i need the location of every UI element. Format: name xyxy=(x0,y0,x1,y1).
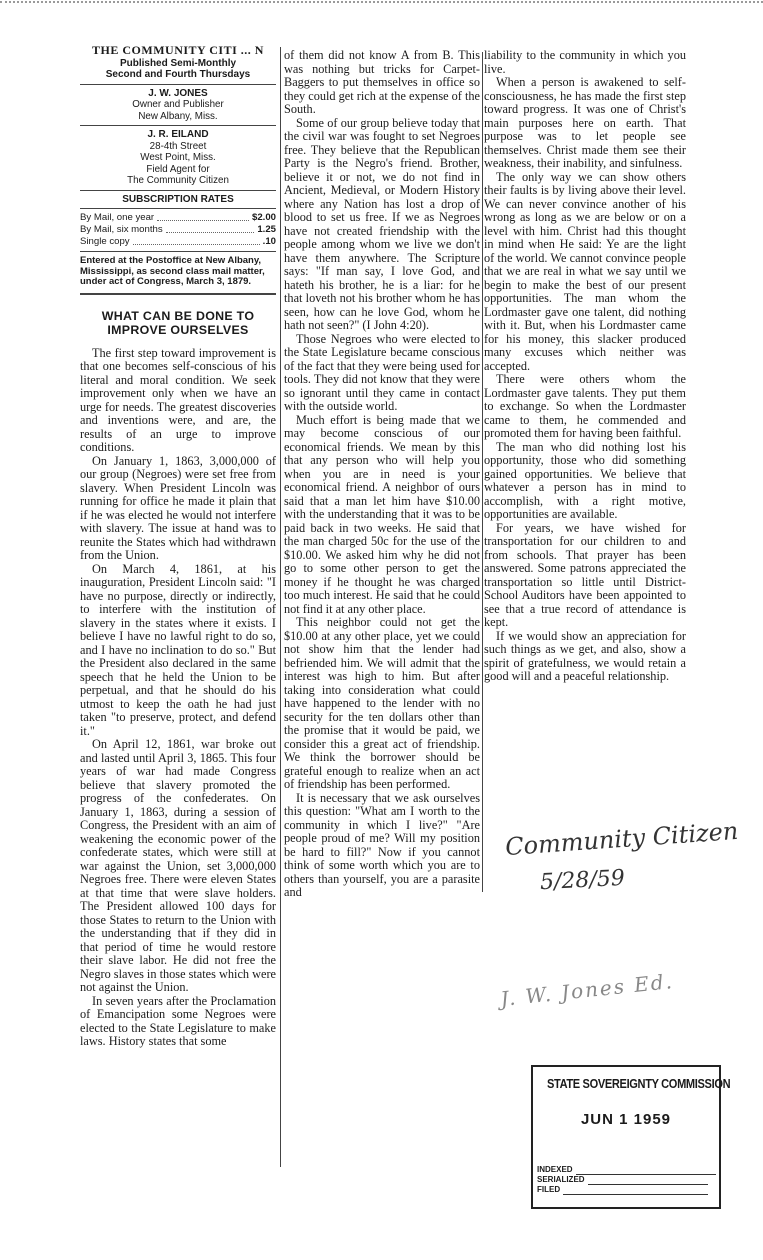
article-paragraph: On March 4, 1861, at his inauguration, President Lincoln said: "I have no purpose, directly or indirectly, to interfere with the institution of slavery in the states where it exists. I believe I have no lawful right to do so, and I have no inclination to do so." But the President also declared in the same speech that he held the Union to be perpetual, and that he should do his utmost to keep the oath he had just taken "to preserve, protect, and defend it." xyxy=(80,561,276,738)
postal-entry-notice: Entered at the Postoffice at New Albany, Mississippi, as second class mail matter, under act of Congress, March 3, 1879. xyxy=(80,255,265,287)
stamp-line-indexed: INDEXED xyxy=(537,1165,716,1175)
subscription-rates xyxy=(80,212,276,248)
rate-label: By Mail, six months xyxy=(80,224,163,235)
agent-role: Field Agent for xyxy=(146,163,210,175)
stamp-date: JUN 1 1959 xyxy=(580,1111,672,1128)
article-paragraph: For years, we have wished for transportation for our children to and from schools. That prayer has been answered. Some patrons appreciated the transportation so little until District-School Auditors have been appointed to see that a true record of attendance is kept. xyxy=(484,520,686,629)
masthead xyxy=(80,44,276,209)
article-paragraph: The first step toward improvement is that one becomes self-conscious of his literal and moral condition. We seek improvement only when we have an urge for needs. The greatest discoveries and inventions were, and are, the results of an urge to improve conditions. xyxy=(80,345,276,454)
column-1 xyxy=(80,44,276,1049)
masthead-divider xyxy=(80,251,276,252)
handwritten-paper-name: Community Citizen xyxy=(504,816,740,862)
article-column-1-body xyxy=(80,347,276,1049)
masthead-bottom-rule xyxy=(80,293,276,295)
article-paragraph: Much effort is being made that we may become conscious of our economical friends. We mean by this that any person who will help you when you are in need is your economical friend. A neighbor of ours said that a man let him have $10.00 with the understanding that it was to be paid back in two weeks. He said that the man charged 50c for the use of the $10.00. We asked him why he did not go to some other person to get the money if he thought he was charged too much interest. He said that he could not find it at any other place. xyxy=(284,412,480,616)
article-paragraph: The man who did nothing lost his opportunity, those who did something gained opportunities. We believe that whatever a person has in mind to accomplish, with a right motive, opportunities are available. xyxy=(484,439,686,521)
commission-stamp xyxy=(531,1065,731,1209)
rate-row xyxy=(80,212,276,224)
rate-label: Single copy xyxy=(80,236,130,247)
article-paragraph: There were others whom the Lordmaster gave talents. They put them to exchange. So when the Lordmaster came to them, he commended and promoted them for having been faithful. xyxy=(484,372,686,440)
rates-heading: SUBSCRIPTION RATES xyxy=(122,193,234,205)
agent-street: 28-4th Street xyxy=(149,140,207,152)
article-paragraph: The only way we can show others their faults is by living above their level. We can never convince another of his wrong as long as we are below or on a level with him. Christ had this thought in mind when He said: Ye are the light of the world. We cannot convince people that we are real in what we say until we begin to make the best of our present opportunities. The man whom the Lordmaster gave one talent, did nothing with it. But, when his Lordmaster came for his money, this slacker produced many excuses which neither was accepted. xyxy=(484,169,686,373)
perforation-line xyxy=(0,1,763,3)
article-paragraph: In seven years after the Proclamation of Emancipation some Negroes were elected to the State Legislature to make laws. History states that some xyxy=(80,993,276,1048)
agent-paper: The Community Citizen xyxy=(127,175,229,186)
agent-city: West Point, Miss. xyxy=(140,152,216,163)
article-paragraph: of them did not know A from B. This was nothing but tricks for Carpet-Baggers to put themselves in office so they could get rich at the expense of the South. xyxy=(284,48,480,116)
article-paragraph: It is necessary that we ask ourselves this question: "What am I worth to the community in which I live?" "Are people proud of me? Will my position be hard to fill?" Now if you cannot think of some worth which you are to others than yourself, you are a parasite and xyxy=(284,790,480,899)
article-paragraph: Those Negroes who were elected to the State Legislature became conscious of the fact that they were being used for tools. They did not know that they were so ignorant until they came in contact with the outside world. xyxy=(284,331,480,413)
owner-name: J. W. JONES xyxy=(148,87,208,99)
masthead-divider xyxy=(80,208,276,209)
article-paragraph: Some of our group believe today that the civil war was fought to set Negroes free. They believe that the Republican Party is the Negro's friend. Brother, believe it or not, we do not find in Ancient, Medieval, or Modern History where any Nation has lost a drop of blood to set us free. If we as Negroes have not created friendship with the people among whom we live we don't have them anywhere. The Scripture says: "If man say, I love God, and hateth his brother, he is a liar: for he that loveth not his brother whom he has seen, how can he love God, whom he hath not seen?" (I John 4:20). xyxy=(284,115,480,332)
article-paragraph: If we would show an appreciation for such things as we get, and also, show a spirit of gratefulness, we would retain a good will and a peaceful relationship. xyxy=(484,628,686,683)
faint-signature: J. W. Jones Ed. xyxy=(499,968,675,1012)
masthead-title: THE COMMUNITY CITI ... N xyxy=(92,43,264,57)
rate-price: $2.00 xyxy=(251,212,276,223)
masthead-schedule: Second and Fourth Thursdays xyxy=(105,69,251,80)
stamp-title: STATE SOVEREIGNTY COMMISSION xyxy=(546,1076,731,1091)
article-column-3-body xyxy=(484,49,686,684)
rate-label: By Mail, one year xyxy=(80,212,155,223)
article-paragraph: On April 12, 1861, war broke out and lasted until April 3, 1865. This four years of war had made Congress believe that slavery promoted the progress of the confederates. On January 1, 1863, during a session of Congress, the President with an aim of weakening the economic power of the confederate states, which were still at war against the Union, set 3,000,000 Negroes free. There were eleven States at that time that were slave holders. The President allowed 100 days for those States to return to the Union with the understanding that if they did in that period of time he would restore their slave labor. He did not free the Negro slaves in those states which were not against the Union. xyxy=(80,737,277,994)
stamp-lines xyxy=(537,1165,716,1195)
owner-city: New Albany, Miss. xyxy=(138,110,218,122)
rate-price: 1.25 xyxy=(257,224,276,235)
column-divider xyxy=(280,47,281,1167)
article-headline: WHAT CAN BE DONE TO IMPROVE OURSELVES xyxy=(101,308,255,337)
article-paragraph: liability to the community in which you live. xyxy=(484,48,686,76)
rate-row xyxy=(80,224,276,236)
masthead-divider xyxy=(80,84,276,85)
handwritten-date: 5/28/59 xyxy=(539,865,626,896)
article-paragraph: When a person is awakened to self-consciousness, he has made the first step toward progress. It was one of Christ's main purposes here on earth. That purpose was to let people see themselves. Christ made them see their weakness, their inability, and sinfulness. xyxy=(484,75,686,170)
stamp-line-serialized: SERIALIZED xyxy=(537,1175,716,1185)
stamp-line-filed: FILED xyxy=(537,1185,716,1195)
article-column-2-body xyxy=(284,49,480,900)
rate-price: .10 xyxy=(262,236,276,247)
owner-role: Owner and Publisher xyxy=(132,99,224,110)
masthead-published: Published Semi-Monthly xyxy=(119,57,237,69)
column-divider xyxy=(482,52,483,892)
masthead-divider xyxy=(80,125,276,126)
agent-name: J. R. EILAND xyxy=(147,129,209,140)
article-paragraph: This neighbor could not get the $10.00 at any other place, yet we could not show him that the lender had befriended him. We will admit that the interest was high to him. But after taking into consideration what could have happened to the lender with no security for the ten dollars other than the promise that it would be paid, we consider this a great act of friendship. We think the borrower should be grateful enough to realize when an act of friendship has been performed. xyxy=(284,615,480,791)
rate-row xyxy=(80,236,276,248)
masthead-divider xyxy=(80,190,276,191)
article-paragraph: On January 1, 1863, 3,000,000 of our group (Negroes) were set free from slavery. When President Lincoln was running for office he made it plain that if he was elected he would not interfere with slavery. The issue at hand was to reunite the States which had withdrawn from the Union. xyxy=(80,453,276,562)
